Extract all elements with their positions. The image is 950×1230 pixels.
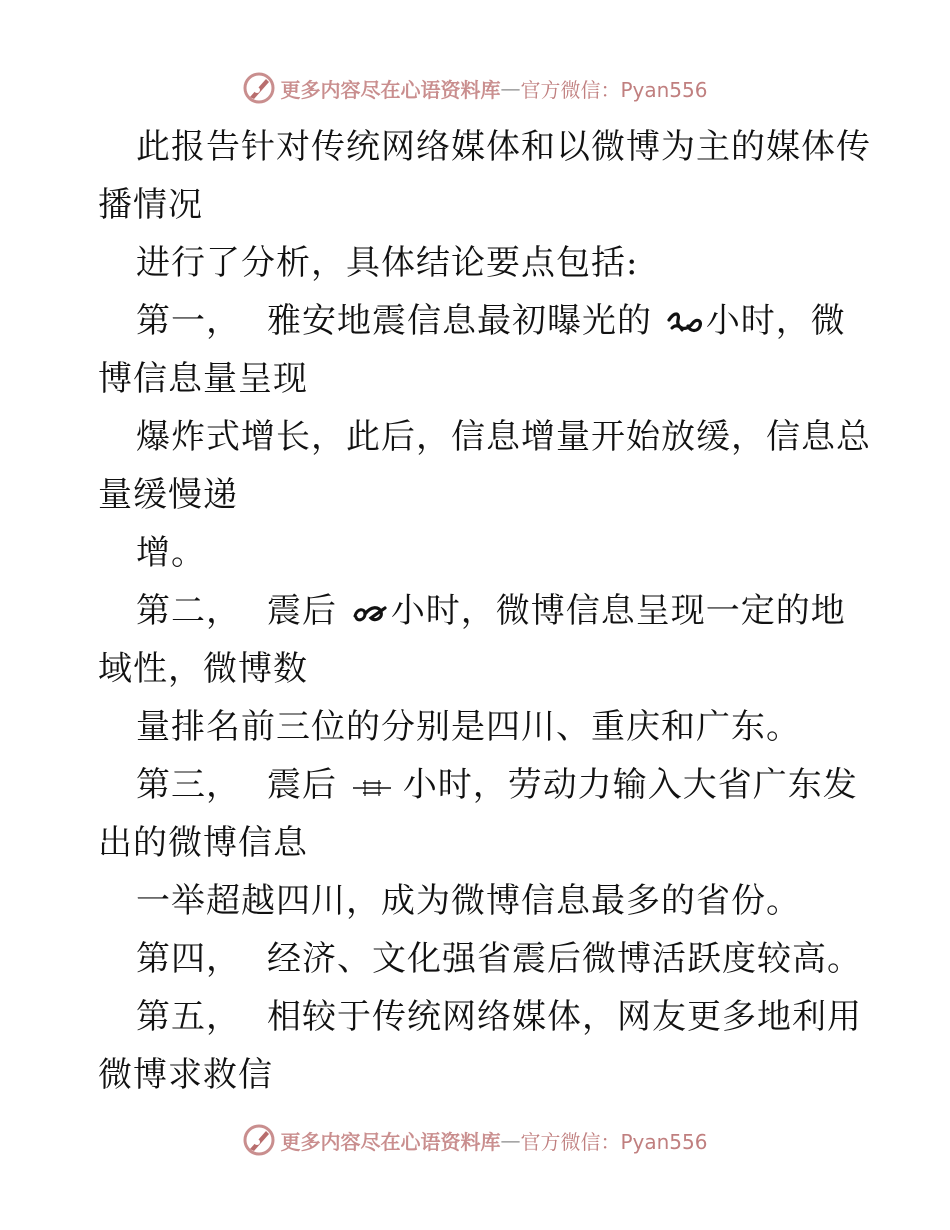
text-line (98, 814, 868, 872)
header-watermark (0, 68, 950, 108)
text-line (98, 176, 868, 234)
text-line (98, 118, 871, 176)
text-line (98, 524, 868, 582)
paragraph-text: 播情况 (98, 185, 203, 225)
paragraph-text: 雅安地震信息最初曝光的 (267, 301, 652, 341)
garbled-number-glyph-icon (351, 774, 393, 802)
watermark-separator: — (500, 76, 521, 100)
paragraph-text: 小时，微 (705, 301, 846, 341)
text-line (98, 988, 868, 1046)
paragraph-text: 增。 (136, 533, 206, 573)
paragraph-text: 出的微博信息 (98, 823, 308, 863)
paragraph-text: 博信息量呈现 (98, 359, 308, 399)
quill-logo-icon (242, 71, 276, 105)
paragraph-text: 量排名前三位的分别是四川、重庆和广东。 (136, 707, 801, 747)
watermark-wechat: 官方微信：Pyan556 (520, 77, 708, 102)
text-line (98, 698, 868, 756)
watermark-brand: 更多内容尽在心语资料库 (280, 77, 501, 102)
paragraph-text: 震后 (267, 591, 337, 631)
paragraph-text: 微博求救信 (98, 1055, 273, 1095)
text-line (98, 640, 868, 698)
paragraph-text: 小时，微博信息呈现一定的地 (390, 591, 846, 631)
quill-logo-icon (242, 1123, 276, 1157)
text-line (98, 872, 868, 930)
paragraph-text: 震后 (267, 765, 337, 805)
garbled-number-glyph-icon (666, 310, 704, 338)
text-line (98, 756, 868, 814)
item-number: 第四， (136, 939, 241, 979)
text-line (98, 582, 868, 640)
text-line (98, 408, 871, 466)
text-line (98, 350, 868, 408)
paragraph-text: 一举超越四川，成为微博信息最多的省份。 (136, 881, 801, 921)
garbled-number-glyph-icon (351, 600, 389, 628)
text-line (98, 466, 868, 524)
text-line (98, 1046, 868, 1104)
text-line (98, 930, 868, 988)
paragraph-text: 量缓慢递 (98, 475, 238, 515)
document-body (98, 118, 871, 1104)
paragraph-text: 进行了分析，具体结论要点包括: (136, 243, 639, 283)
paragraph-text: 爆炸式增长，此后，信息增量开始放缓，信息总 (136, 417, 871, 457)
text-line (98, 292, 868, 350)
item-number: 第三， (136, 765, 241, 805)
paragraph-text: 此报告针对传统网络媒体和以微博为主的媒体传 (136, 127, 871, 167)
footer-watermark (0, 1120, 950, 1160)
item-number: 第五， (136, 997, 241, 1037)
watermark-separator: — (500, 1128, 521, 1152)
paragraph-text: 相较于传统网络媒体，网友更多地利用 (267, 997, 862, 1037)
paragraph-text: 域性，微博数 (98, 649, 308, 689)
paragraph-text: 经济、文化强省震后微博活跃度较高。 (267, 939, 862, 979)
watermark-wechat: 官方微信：Pyan556 (520, 1129, 708, 1154)
item-number: 第二， (136, 591, 241, 631)
paragraph-text: 小时，劳动力输入大省广东发 (402, 765, 858, 805)
text-line (98, 234, 868, 292)
watermark-brand: 更多内容尽在心语资料库 (280, 1129, 501, 1154)
item-number: 第一， (136, 301, 241, 341)
